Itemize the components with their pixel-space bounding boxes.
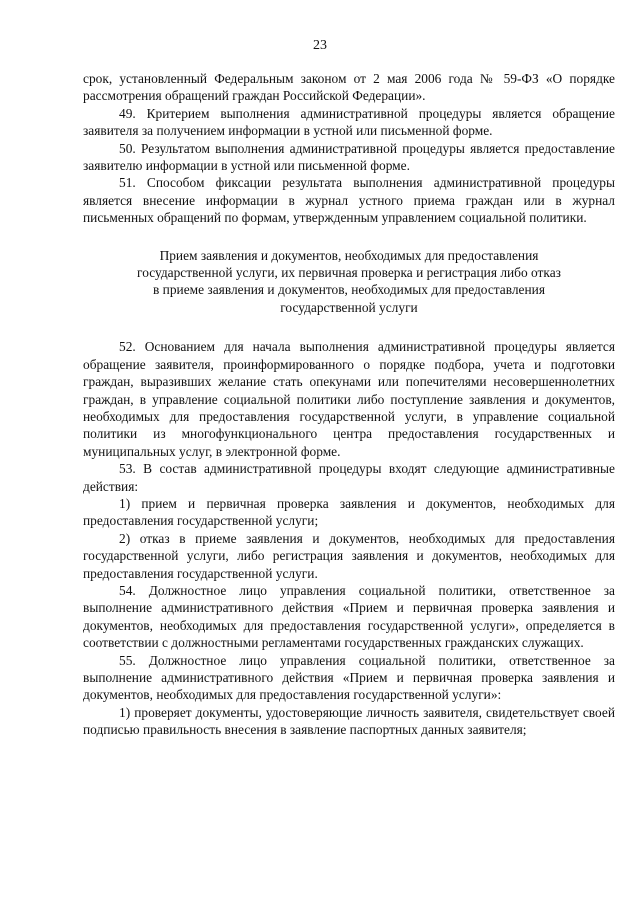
- section-procedures-52-55: [83, 338, 615, 738]
- paragraph: 1) проверяет документы, удостоверяющие личность заявителя, свидетельствует своей подписью правильность внесения в заявление паспортных данных заявителя;: [83, 704, 615, 738]
- paragraph: 52. Основанием для начала выполнения административной процедуры является обращение заявителя, проинформированного о порядке подбора, учета и подготовки граждан, выразивших желание стать опекунами или попечителями несовершеннолетних граждан, в управление социальной политики либо поступление заявления и документов, необходимых для предоставления государственной услуги, в управление социальной политики из многофункционального центра предоставления государственных и муниципальных услуг, в электронной форме.: [83, 339, 615, 459]
- page-content: [83, 70, 615, 739]
- paragraph: 1) прием и первичная проверка заявления и документов, необходимых для предоставления государственной услуги;: [83, 495, 615, 529]
- section-procedures-49-51: [83, 70, 615, 227]
- heading-line: Прием заявления и документов, необходимых для предоставления: [159, 247, 539, 263]
- paragraph: 54. Должностное лицо управления социальной политики, ответственное за выполнение административного действия «Прием и первичная проверка заявления и документов, необходимых для предоставления государственной услуги», определяется в соответствии с должностными регламентами государственных гражданских служащих.: [83, 582, 615, 651]
- paragraph: срок, установленный Федеральным законом от 2 мая 2006 года № 59-ФЗ «О порядке рассмотрения обращений граждан Российской Федерации».: [83, 71, 615, 104]
- heading-line: в приеме заявления и документов, необходимых для предоставления: [153, 282, 545, 298]
- paragraph: 55. Должностное лицо управления социальной политики, ответственное за выполнение административного действия «Прием и первичная проверка заявления и документов, необходимых для предоставления государственной услуги»:: [83, 652, 615, 703]
- paragraph: 2) отказ в приеме заявления и документов, необходимых для предоставления государственной услуги, либо регистрация заявления и документов, необходимых для предоставления государственной услуги.: [83, 530, 615, 581]
- heading-line: государственной услуги: [280, 299, 418, 315]
- page-number: 23: [313, 38, 327, 53]
- paragraph: 51. Способом фиксации результата выполнения административной процедуры является внесение информации в журнал устного приема граждан или в журнал письменных обращений по формам, утвержденным управлением социальной политики.: [83, 175, 615, 226]
- heading-line: государственной услуги, их первичная проверка и регистрация либо отказ: [137, 265, 561, 281]
- section-heading: [83, 247, 615, 317]
- paragraph: 50. Результатом выполнения административной процедуры является предоставление заявителю информации в устной или письменной форме.: [83, 140, 615, 174]
- paragraph: 49. Критерием выполнения административной процедуры является обращение заявителя за получением информации в устной или письменной форме.: [83, 105, 615, 139]
- paragraph: 53. В состав административной процедуры входят следующие административные действия:: [83, 461, 615, 494]
